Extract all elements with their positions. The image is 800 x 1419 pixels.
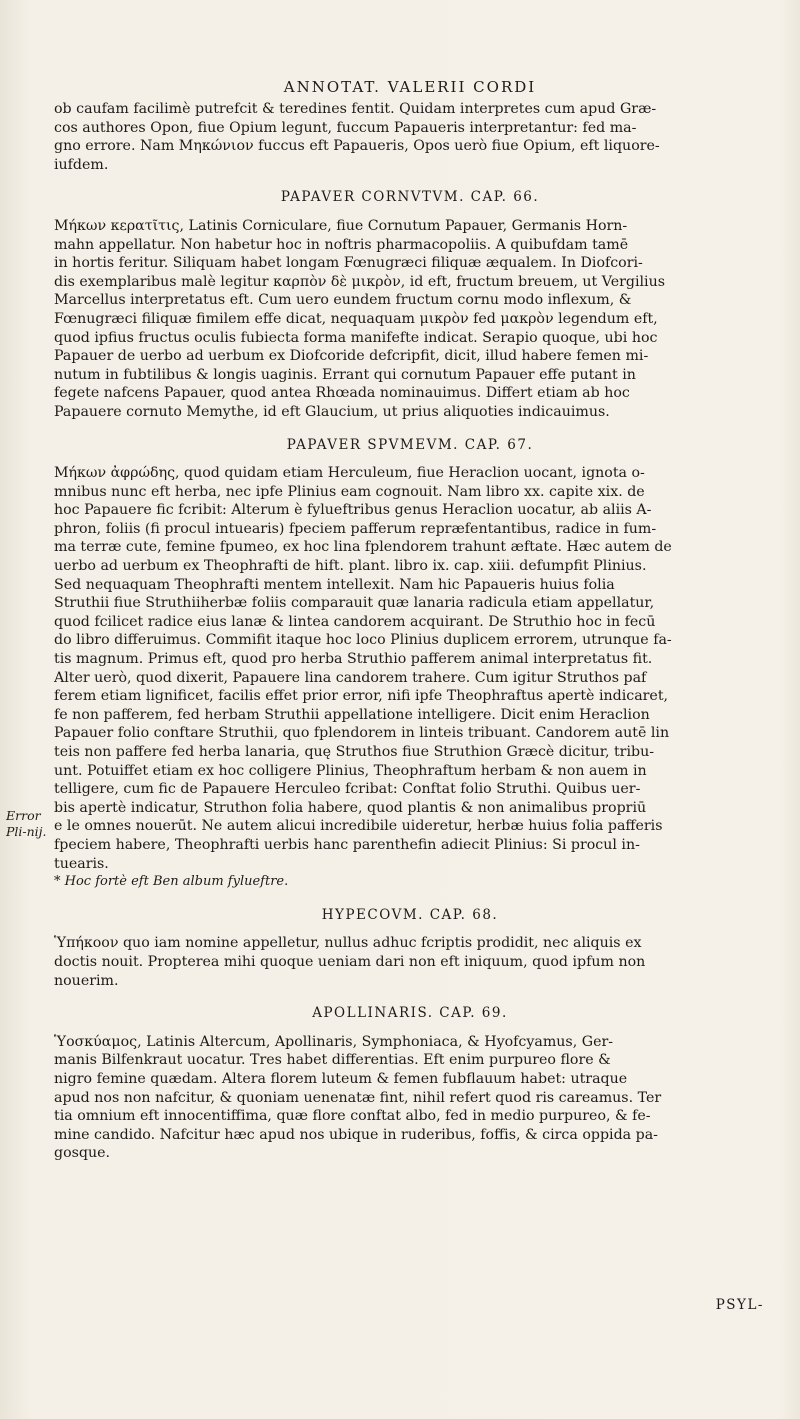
text-line: fpeciem habere, Theophrafti uerbis hanc parenthefin adiecit Plinius: Si procul in-: [54, 836, 640, 853]
text-line: telligere, cum fic de Papauere Herculeo fcribat: Conftat folio Struthi. Quibus uer-: [54, 781, 641, 798]
running-header: ANNOTAT. VALERII CORDI: [283, 78, 537, 96]
text-line: ob caufam facilimè putrefcit & teredines fentit. Quidam interpretes cum apud Græ-: [54, 101, 657, 117]
text-line: gosque.: [54, 1145, 111, 1162]
text-line: Μήκων ἀφρώδης, quod quidam etiam Herculeum, fiue Heraclion uocant, ignota o-: [54, 465, 645, 482]
section-papaver-spumeum: [54, 436, 766, 892]
section-apollinaris: [54, 1004, 766, 1163]
text-line: tuearis.: [54, 855, 109, 872]
section-heading: HYPECOVM. CAP. 68.: [321, 906, 499, 923]
text-line: doctis nouit. Propterea mihi quoque ueniam dari non eft iniquum, quod ipfum non: [54, 953, 646, 970]
text-line: quod ipfius fructus oculis fubiecta forma manifefte indicat. Serapio quoque, ubi hoc: [54, 329, 658, 346]
text-line: Fœnugræci filiquæ fimilem effe dicat, nequaquam μικρὸν fed μακρὸν legendum eft,: [54, 310, 658, 327]
text-line: Alter uerò, quod dixerit, Papauere lina candorem trahere. Cum igitur Struthos paf: [54, 669, 647, 686]
text-line: ferem etiam lignificet, facilis effet prior error, nifi ipfe Theophraftus apertè indicaret,: [54, 688, 669, 705]
text-line: teis non paffere fed herba lanaria, quę Struthos fiue Struthion Græcè dicitur, tribu-: [54, 744, 655, 760]
text-line: phron, foliis (fi procul intuearis) fpeciem pafferum repræfentantibus, radice in fum-: [54, 520, 657, 537]
margin-note: Error Pli-nij.: [6, 808, 47, 839]
section-continuation: [54, 100, 766, 174]
text-line: iufdem.: [54, 156, 109, 173]
text-line: nouerim.: [54, 972, 119, 989]
text-line: bis apertè indicatur, Struthon folia habere, quod plantis & non animalibus propriū: [54, 799, 647, 816]
text-line: nutum in fubtilibus & longis uaginis. Errant qui cornutum Papauer effe putant in: [54, 366, 636, 383]
text-line: tis magnum. Primus eft, quod pro herba Struthio pafferem animal interpretatus fit.: [54, 651, 653, 668]
text-line: mine candido. Nafcitur hæc apud nos ubique in ruderibus, foffis, & circa oppida pa-: [54, 1126, 658, 1143]
text-line: Papauer folio conftare Struthii, quo fplendorem in linteis tribuant. Candorem autē lin: [54, 725, 670, 742]
text-line: tia omnium eft innocentiffima, quæ flore conftat albo, fed in medio purpureo, & fe-: [54, 1108, 651, 1125]
section-heading: PAPAVER SPVMEVM. CAP. 67.: [286, 436, 534, 453]
text-line: unt. Potuiffet etiam ex hoc colligere Plinius, Theophraftum herbam & non auem in: [54, 762, 647, 779]
text-line: fegete nafcens Papauer, quod antea Rhœada nominauimus. Differt etiam ab hoc: [54, 385, 630, 402]
section-papaver-cornutum: [54, 188, 766, 421]
text-line: apud nos non nafcitur, & quoniam uenenatæ fint, nihil refert quod ris careamus. Ter: [54, 1089, 662, 1106]
text-line: manis Bilfenkraut uocatur. Tres habet differentias. Eft enim purpureo flore &: [54, 1052, 611, 1069]
text-line: Papauere cornuto Memythe, id eft Glaucium, ut prius aliquoties indicauimus.: [54, 403, 610, 420]
text-line: Struthii fiue Struthiiherbæ foliis comparauit quæ lanaria radicula etiam appellatur,: [54, 595, 655, 612]
text-line: Ὑοσκύαμος, Latinis Altercum, Apollinaris, Symphoniaca, & Hyofcyamus, Ger-: [54, 1033, 614, 1050]
text-line: nigro femine quædam. Altera florem luteum & femen fubflauum habet: utraque: [54, 1070, 628, 1087]
section-hypecoum: [54, 906, 766, 990]
text-line: Papauer de uerbo ad uerbum ex Diofcoride defcripfit, dicit, illud habere femen mi-: [54, 348, 649, 365]
text-line: e le omnes nouerūt. Ne autem alicui incredibile uideretur, herbæ huius folia pafferis: [54, 818, 663, 835]
text-line: quod fcilicet radice eius lanæ & lintea candorem acquirant. De Struthio hoc in fecū: [54, 613, 656, 630]
text-line: Μήκων κερατῖτις, Latinis Corniculare, fiue Cornutum Papauer, Germanis Horn-: [54, 217, 628, 234]
text-line: fe non pafferem, fed herbam Struthii appellatione intelligere. Dicit enim Heraclion: [54, 706, 650, 723]
text-line: do libro differuimus. Commifit itaque hoc loco Plinius duplicem errorem, utrunque fa-: [54, 632, 672, 649]
section-heading: PAPAVER CORNVTVM. CAP. 66.: [280, 189, 540, 206]
text-line: in hortis feritur. Siliquam habet longam Fœnugræci filiquæ æqualem. In Diofcori-: [54, 255, 643, 272]
text-line: Ὑπήκοον quo iam nomine appelletur, nullus adhuc fcriptis prodidit, nec aliquis ex: [54, 935, 642, 952]
text-line: cos authores Opon, fiue Opium legunt, fuccum Papaueris interpretantur: fed ma-: [54, 119, 637, 136]
catchword: PSYL-: [715, 1297, 764, 1313]
section-heading: APOLLINARIS. CAP. 69.: [312, 1005, 508, 1022]
text-line: uerbo ad uerbum ex Theophrafti de hift. plant. libro ix. cap. xiii. defumpfit Plinius.: [54, 558, 647, 575]
text-line: Sed nequaquam Theophrafti mentem intellexit. Nam hic Papaueris huius folia: [54, 576, 615, 593]
footnote: * Hoc fortè eft Ben album fylueftre.: [54, 874, 289, 890]
text-line: mahn appellatur. Non habetur hoc in noftris pharmacopoliis. A quibufdam tamē: [54, 236, 629, 253]
text-line: gno errore. Nam Μηκώνιον fuccus eft Papaueris, Opos uerò fiue Opium, eft liquore-: [54, 138, 660, 155]
text-line: mnibus nunc eft herba, nec ipfe Plinius eam cognouit. Nam libro xx. capite xix. de: [54, 483, 645, 500]
text-body: [54, 100, 766, 1163]
text-line: hoc Papauere fic fcribit: Alterum è fylueftribus genus Heraclion uocatur, ab aliis A-: [54, 502, 652, 519]
text-line: dis exemplaribus malè legitur καρπὸν δὲ μικρὸν, id eft, fructum breuem, ut Vergilius: [54, 273, 665, 290]
text-line: ma terræ cute, femine fpumeo, ex hoc lina fplendorem trahunt æftate. Hæc autem de: [54, 539, 672, 556]
text-line: Marcellus interpretatus eft. Cum uero eundem fructum cornu modo inflexum, &: [54, 292, 632, 309]
